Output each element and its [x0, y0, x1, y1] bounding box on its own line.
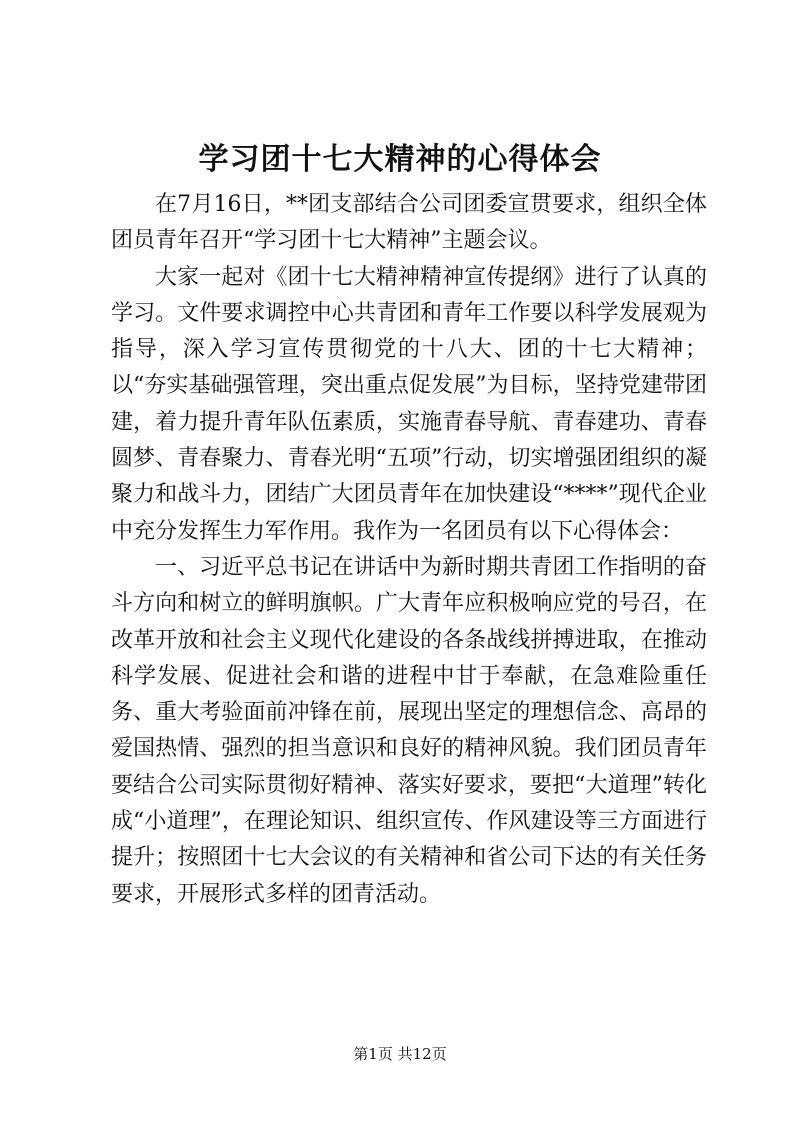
document-body — [111, 187, 707, 913]
paragraph-study: 大家一起对《团十七大精神精神宣传提纲》进行了认真的学习。文件要求调控中心共青团和青年工作要以科学发展观为指导，深入学习宣传贯彻党的十八大、团的十七大精神；以“夯实基础强管理，突出重点促发展”为目标，坚持党建带团建，着力提升青年队伍素质，实施青春导航、青春建功、青春圆梦、青春聚力、青春光明“五项”行动，切实增强团组织的凝聚力和战斗力，团结广大团员青年在加快建设“****”现代企业中充分发挥生力军作用。我作为一名团员有以下心得体会： — [111, 264, 707, 544]
paragraph-point-one: 一、习近平总书记在讲话中为新时期共青团工作指明的奋斗方向和树立的鲜明旗帜。广大青年应积极响应党的号召，在改革开放和社会主义现代化建设的各条战线拼搏进取，在推动科学发展、促进社会和谐的进程中甘于奉献，在急难险重任务、重大考验面前冲锋在前，展现出坚定的理想信念、高昂的爱国热情、强烈的担当意识和良好的精神风貌。我们团员青年要结合公司实际贯彻好精神、落实好要求，要把“大道理”转化成“小道理”，在理论知识、组织宣传、作风建设等三方面进行提升；按照团十七大会议的有关精神和省公司下达的有关任务要求，开展形式多样的团青活动。 — [111, 554, 707, 907]
paragraph-intro: 在7月16日，**团支部结合公司团委宣贯要求，组织全体团员青年召开“学习团十七大精神”主题会议。 — [111, 192, 707, 254]
page-number-footer: 第1页 共12页 — [353, 1045, 447, 1063]
document-title: 学习团十七大精神的心得体会 — [198, 142, 602, 177]
